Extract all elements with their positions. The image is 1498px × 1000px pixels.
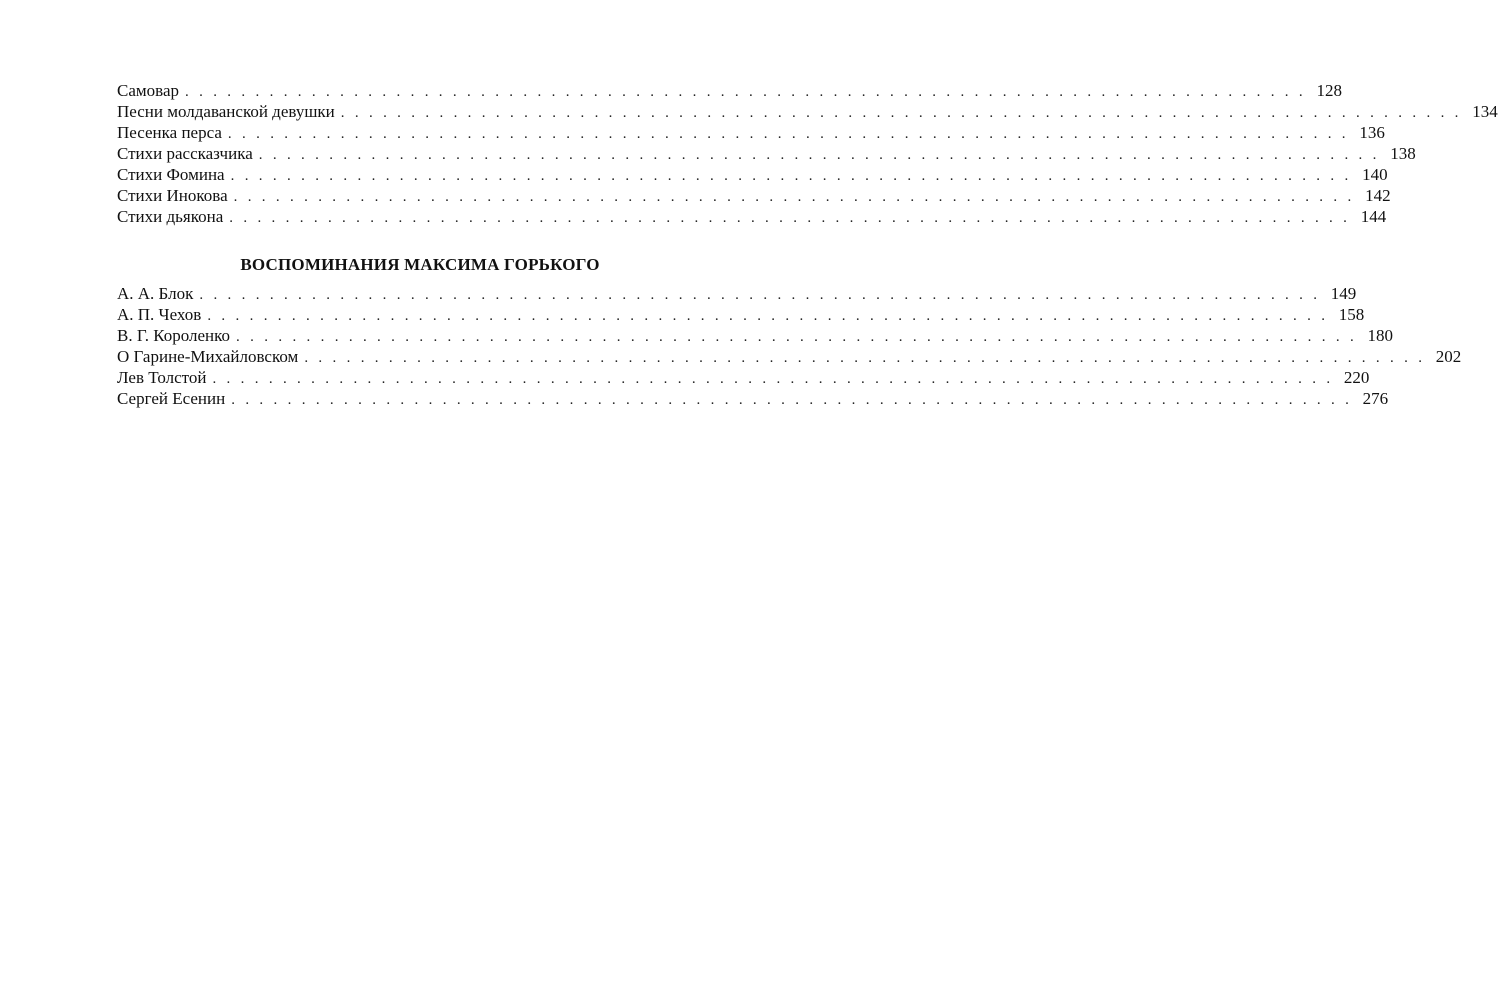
toc-entry <box>117 367 1370 388</box>
toc-entry-page: 142 <box>1365 186 1391 205</box>
toc-leader-dots: . . . . . . . . . . . . . . . . . . . . . . . . . . . . . . . . . . . . . . . . . . . . . . . . . . . . . . . . . . . . . . . . . . . . . . . . . . . . . . . . <box>304 350 1426 366</box>
toc-entry-title: Стихи рассказчика <box>117 144 253 163</box>
toc-entry-title: В. Г. Короленко <box>117 326 231 345</box>
toc-leader-dots: . . . . . . . . . . . . . . . . . . . . . . . . . . . . . . . . . . . . . . . . . . . . . . . . . . . . . . . . . . . . . . . . . . . . . . . . . . . . . . . . <box>199 287 1321 303</box>
toc-leader-dots: . . . . . . . . . . . . . . . . . . . . . . . . . . . . . . . . . . . . . . . . . . . . . . . . . . . . . . . . . . . . . . . . . . . . . . . . . . . . . . . . <box>212 371 1334 387</box>
toc-entry-page: 144 <box>1360 207 1387 226</box>
toc-entry-page: 140 <box>1362 165 1388 184</box>
toc-entry-title: Сергей Есенин <box>117 389 226 408</box>
toc-entry-page: 149 <box>1330 284 1357 303</box>
toc-entry <box>117 143 1416 164</box>
toc-entry <box>117 325 1393 346</box>
toc-leader-dots: . . . . . . . . . . . . . . . . . . . . . . . . . . . . . . . . . . . . . . . . . . . . . . . . . . . . . . . . . . . . . . . . . . . . . . . . . . . . . . . . <box>340 105 1462 121</box>
toc-leader-dots: . . . . . . . . . . . . . . . . . . . . . . . . . . . . . . . . . . . . . . . . . . . . . . . . . . . . . . . . . . . . . . . . . . . . . . . . . . . . . . . . <box>231 392 1353 408</box>
toc-entry-title: Стихи Инокова <box>117 186 228 205</box>
toc-entry-page: 202 <box>1435 347 1462 366</box>
toc-entry <box>117 346 1462 367</box>
toc-entry-title: Лев Толстой <box>117 368 207 387</box>
toc-entry-title: О Гарине-Михайловском <box>117 347 299 366</box>
toc-entry <box>117 164 1388 185</box>
toc-entry-page: 180 <box>1367 326 1393 345</box>
toc-entry-title: Песни молдаванской девушки <box>117 102 335 121</box>
toc-entry-title: А. П. Чехов <box>117 305 202 324</box>
toc-entry <box>117 122 1385 143</box>
toc-entry-page: 134 <box>1472 102 1498 121</box>
toc-entry-page: 276 <box>1362 389 1389 408</box>
toc-entry <box>117 283 1357 304</box>
toc-leader-dots: . . . . . . . . . . . . . . . . . . . . . . . . . . . . . . . . . . . . . . . . . . . . . . . . . . . . . . . . . . . . . . . . . . . . . . . . . . . . . . . . <box>185 84 1306 100</box>
toc-entry-page: 158 <box>1338 305 1365 324</box>
toc-entry <box>117 304 1365 325</box>
toc-entry-page: 136 <box>1359 123 1385 142</box>
toc-list-bottom <box>117 283 1462 409</box>
toc-leader-dots: . . . . . . . . . . . . . . . . . . . . . . . . . . . . . . . . . . . . . . . . . . . . . . . . . . . . . . . . . . . . . . . . . . . . . . . . . . . . . . . . <box>227 126 1349 142</box>
toc-entry-page: 128 <box>1316 81 1342 100</box>
toc-list-top <box>117 80 1498 227</box>
toc-leader-dots: . . . . . . . . . . . . . . . . . . . . . . . . . . . . . . . . . . . . . . . . . . . . . . . . . . . . . . . . . . . . . . . . . . . . . . . . . . . . . . . . <box>230 168 1352 184</box>
toc-entry <box>117 388 1389 409</box>
toc-leader-dots: . . . . . . . . . . . . . . . . . . . . . . . . . . . . . . . . . . . . . . . . . . . . . . . . . . . . . . . . . . . . . . . . . . . . . . . . . . . . . . . . <box>207 308 1329 324</box>
toc-entry <box>117 185 1391 206</box>
toc-entry-title: Стихи дьякона <box>117 207 224 226</box>
toc-leader-dots: . . . . . . . . . . . . . . . . . . . . . . . . . . . . . . . . . . . . . . . . . . . . . . . . . . . . . . . . . . . . . . . . . . . . . . . . . . . . . . . . <box>258 147 1380 163</box>
toc-entry-title: Песенка перса <box>117 123 222 142</box>
toc-entry <box>117 206 1387 227</box>
toc-entry-title: Стихи Фомина <box>117 165 225 184</box>
toc-leader-dots: . . . . . . . . . . . . . . . . . . . . . . . . . . . . . . . . . . . . . . . . . . . . . . . . . . . . . . . . . . . . . . . . . . . . . . . . . . . . . . . . <box>229 210 1351 226</box>
toc-entry <box>117 101 1498 122</box>
toc-entry <box>117 80 1342 101</box>
toc-entry-page: 138 <box>1390 144 1416 163</box>
toc-leader-dots: . . . . . . . . . . . . . . . . . . . . . . . . . . . . . . . . . . . . . . . . . . . . . . . . . . . . . . . . . . . . . . . . . . . . . . . . . . . . . . . . <box>236 329 1357 345</box>
toc-entry-title: А. А. Блок <box>117 284 194 303</box>
toc-leader-dots: . . . . . . . . . . . . . . . . . . . . . . . . . . . . . . . . . . . . . . . . . . . . . . . . . . . . . . . . . . . . . . . . . . . . . . . . . . . . . . . . <box>233 189 1355 205</box>
toc-entry-title: Самовар <box>117 81 179 100</box>
section-heading: ВОСПОМИНАНИЯ МАКСИМА ГОРЬКОГО <box>240 255 600 274</box>
toc-entry-page: 220 <box>1343 368 1370 387</box>
